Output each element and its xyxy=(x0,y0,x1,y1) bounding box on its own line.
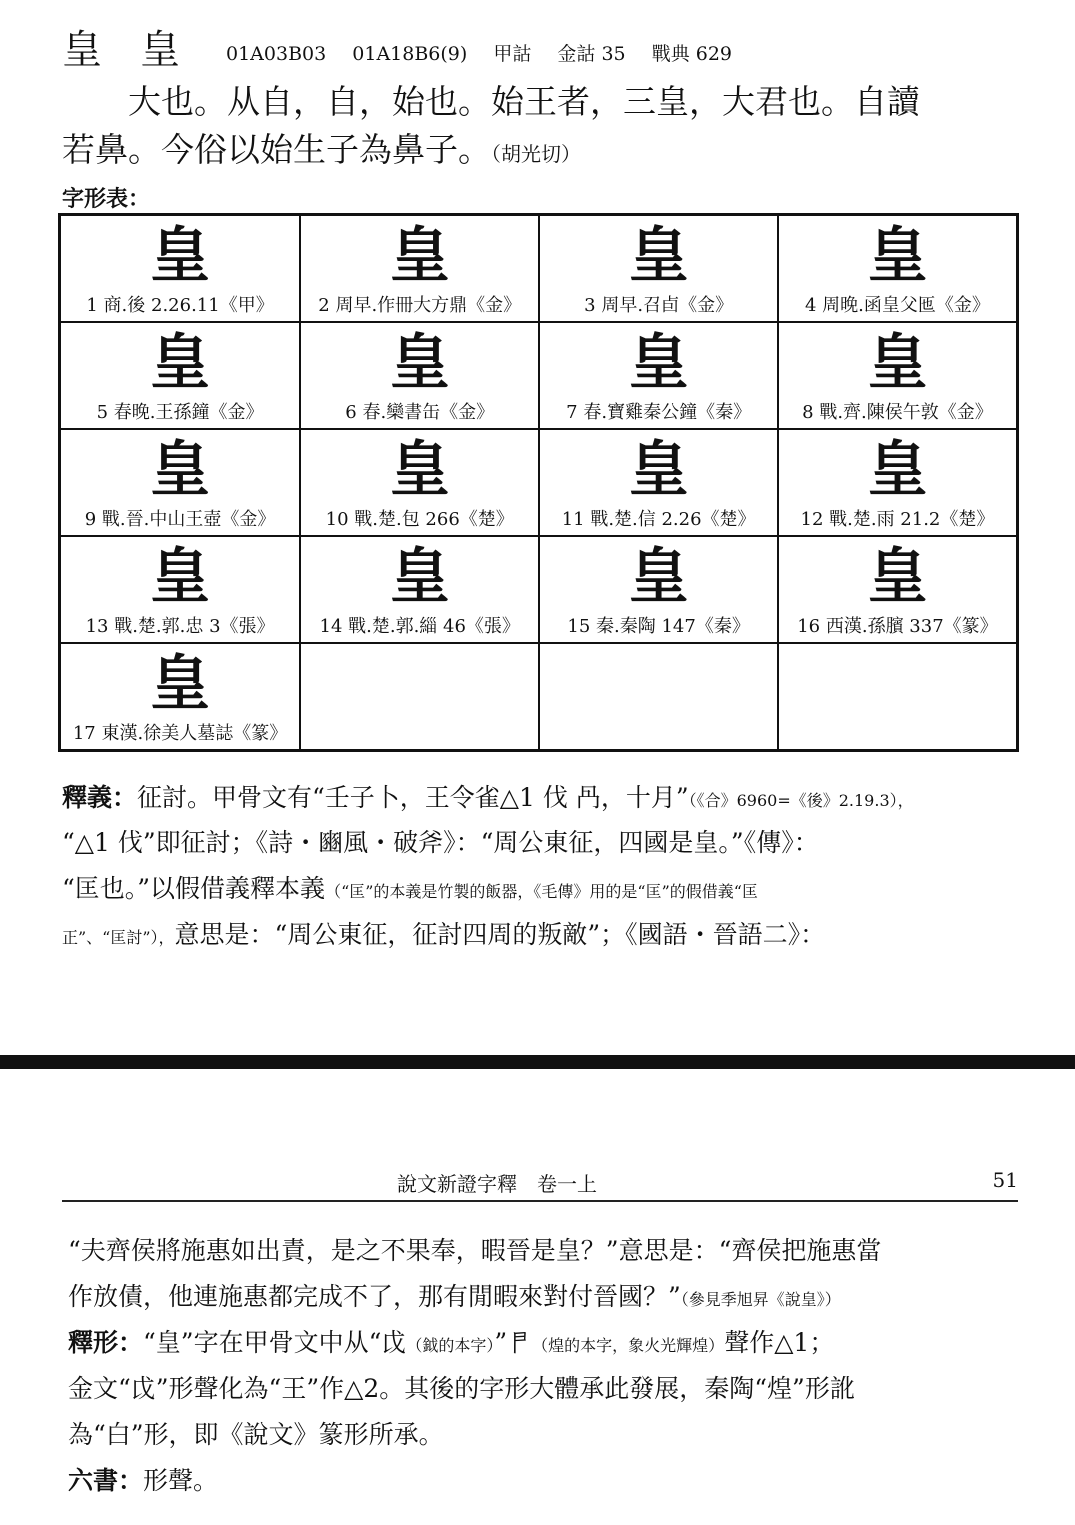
entry-header xyxy=(62,28,752,72)
code: 金詁 35 xyxy=(557,43,626,65)
form-caption: 2 周早.作冊大方鼎《金》 xyxy=(318,295,522,316)
character-form-glyph: 皇 xyxy=(867,542,928,612)
form-cell xyxy=(60,215,301,323)
form-caption: 14 戰.楚.郭.緇 46《張》 xyxy=(319,616,520,637)
six-scripts-value: 形聲。 xyxy=(143,1466,219,1495)
character-form-glyph: 皇 xyxy=(389,542,450,612)
forms-row xyxy=(60,643,1018,751)
meaning-line-3 xyxy=(62,866,758,915)
page-separator xyxy=(0,1055,1075,1069)
empty-cell xyxy=(778,643,1018,751)
character-form-glyph: 皇 xyxy=(150,328,211,398)
form-caption: 13 戰.楚.郭.忠 3《張》 xyxy=(85,616,275,637)
form-cell xyxy=(60,429,301,536)
character-form-glyph: 皇 xyxy=(867,435,928,505)
form-cell xyxy=(300,536,539,643)
character-form-glyph: 皇 xyxy=(150,542,211,612)
code: 01A18B6(9) xyxy=(352,43,468,65)
form-cell xyxy=(300,215,539,323)
forms-row xyxy=(60,429,1018,536)
form-cell xyxy=(60,643,301,751)
meaning-line-2: “△1 伐”即征討；《詩・豳風・破斧》：“周公東征，四國是皇。”《傳》： xyxy=(62,828,819,857)
forms-row xyxy=(60,322,1018,429)
reference-codes xyxy=(226,39,752,72)
form-caption: 17 東漢.徐美人墓誌《篆》 xyxy=(72,723,288,744)
empty-cell xyxy=(300,643,539,751)
six-scripts-line xyxy=(68,1458,218,1504)
continuation-line-2 xyxy=(68,1274,841,1323)
character-form-glyph: 皇 xyxy=(150,435,211,505)
forms-table-heading: 字形表： xyxy=(62,186,151,212)
form-caption: 3 周早.召卣《金》 xyxy=(584,295,734,316)
definition-text: 若鼻。今俗以始生子為鼻子。 xyxy=(62,130,491,169)
six-scripts-label: 六書： xyxy=(68,1466,144,1495)
note: 正”、“匡討”）， xyxy=(62,928,175,947)
reference-note: （參見季旭昇《說皇》） xyxy=(680,1290,841,1309)
form-cell xyxy=(778,536,1018,643)
form-caption: 1 商.後 2.26.11《甲》 xyxy=(86,295,274,316)
meaning-label: 釋義： xyxy=(62,783,138,812)
character-form-glyph: 皇 xyxy=(150,649,211,719)
note: （“匡”的本義是竹製的飯器，《毛傳》用的是“匡”的假借義“匡 xyxy=(325,882,758,901)
character-form-glyph: 皇 xyxy=(867,328,928,398)
character-form-glyph: 皇 xyxy=(867,221,928,291)
definition-line-2 xyxy=(62,126,581,178)
form-caption: 9 戰.晉.中山王壺《金》 xyxy=(84,509,276,530)
character-form-glyph: 皇 xyxy=(628,328,689,398)
definition-line-1: 大也。从自，自，始也。始王者，三皇，大君也。自讀 xyxy=(128,82,920,121)
form-cell xyxy=(539,322,778,429)
empty-cell xyxy=(539,643,778,751)
form-cell xyxy=(300,429,539,536)
note: （煌的本字，象火光輝煌） xyxy=(532,1336,725,1355)
character-forms-table xyxy=(58,213,1019,752)
book-title: 說文新證字釋 卷一上 xyxy=(397,1172,597,1196)
character-form-glyph: 皇 xyxy=(628,542,689,612)
form-cell xyxy=(778,215,1018,323)
continuation-line-1: “夫齊侯將施惠如出責，是之不果奉，暇晉是皇？”意思是：“齊侯把施惠當 xyxy=(68,1236,882,1265)
form-cell xyxy=(300,322,539,429)
code: 01A03B03 xyxy=(226,43,327,65)
form-analysis-line-1 xyxy=(68,1320,834,1369)
continuation-text: 作放債，他連施惠都完成不了，那有閒暇來對付晉國？” xyxy=(68,1282,681,1311)
form-caption: 6 春.欒書缶《金》 xyxy=(345,402,495,423)
forms-row xyxy=(60,536,1018,643)
ancient-glyph: 𠁣 xyxy=(507,1328,533,1357)
meaning-line-1 xyxy=(62,775,914,824)
character-form-glyph: 皇 xyxy=(628,435,689,505)
code: 戰典 629 xyxy=(651,43,732,65)
meaning-text: “匡也。”以假借義釋本義 xyxy=(62,874,326,903)
note: （鉞的本字） xyxy=(406,1336,495,1355)
form-cell xyxy=(60,322,301,429)
form-analysis-label: 釋形： xyxy=(68,1328,144,1357)
form-cell xyxy=(539,215,778,323)
text: ” xyxy=(494,1328,508,1357)
form-caption: 8 戰.齊.陳侯午敦《金》 xyxy=(802,402,993,423)
form-caption: 4 周晚.函皇父匜《金》 xyxy=(805,295,990,316)
form-cell xyxy=(539,429,778,536)
form-caption: 7 春.寶雞秦公鐘《秦》 xyxy=(566,402,752,423)
character-form-glyph: 皇 xyxy=(389,328,450,398)
text: “皇”字在甲骨文中从“戉 xyxy=(143,1328,407,1357)
form-caption: 5 春晚.王孫鐘《金》 xyxy=(96,402,264,423)
character-form-glyph: 皇 xyxy=(628,221,689,291)
form-analysis-line-3: 為“白”形，即《說文》篆形所承。 xyxy=(68,1420,444,1449)
form-caption: 15 秦.秦陶 147《秦》 xyxy=(567,616,750,637)
entry-character: 皇 xyxy=(140,27,180,73)
form-cell xyxy=(539,536,778,643)
character-form-glyph: 皇 xyxy=(389,221,450,291)
form-cell xyxy=(60,536,301,643)
form-cell xyxy=(778,322,1018,429)
form-cell xyxy=(778,429,1018,536)
fanqie: （胡光切） xyxy=(491,142,581,166)
meaning-line-4 xyxy=(62,912,825,961)
form-caption: 12 戰.楚.雨 21.2《楚》 xyxy=(800,509,995,530)
forms-row xyxy=(60,215,1018,323)
form-caption: 10 戰.楚.包 266《楚》 xyxy=(325,509,514,530)
seal-character: 皇 xyxy=(62,27,102,73)
meaning-text: 征討。甲骨文有“壬子卜，王令雀△1 伐 冎，十月” xyxy=(137,783,689,812)
code: 甲詁 xyxy=(493,43,532,65)
form-caption: 16 西漢.孫臏 337《篆》 xyxy=(797,616,998,637)
meaning-text: 意思是：“周公東征，征討四周的叛敵”；《國語・晉語二》： xyxy=(174,920,826,949)
form-analysis-line-2: 金文“戉”形聲化為“王”作△2。其後的字形大體承此發展，秦陶“煌”形訛 xyxy=(68,1374,855,1403)
character-form-glyph: 皇 xyxy=(150,221,211,291)
form-caption: 11 戰.楚.信 2.26《楚》 xyxy=(561,509,756,530)
header-rule xyxy=(62,1200,1018,1202)
citation: （《合》6960=《後》2.19.3）， xyxy=(688,791,914,810)
text: 聲作△1； xyxy=(724,1328,835,1357)
character-form-glyph: 皇 xyxy=(389,435,450,505)
page-number: 51 xyxy=(992,1168,1018,1192)
